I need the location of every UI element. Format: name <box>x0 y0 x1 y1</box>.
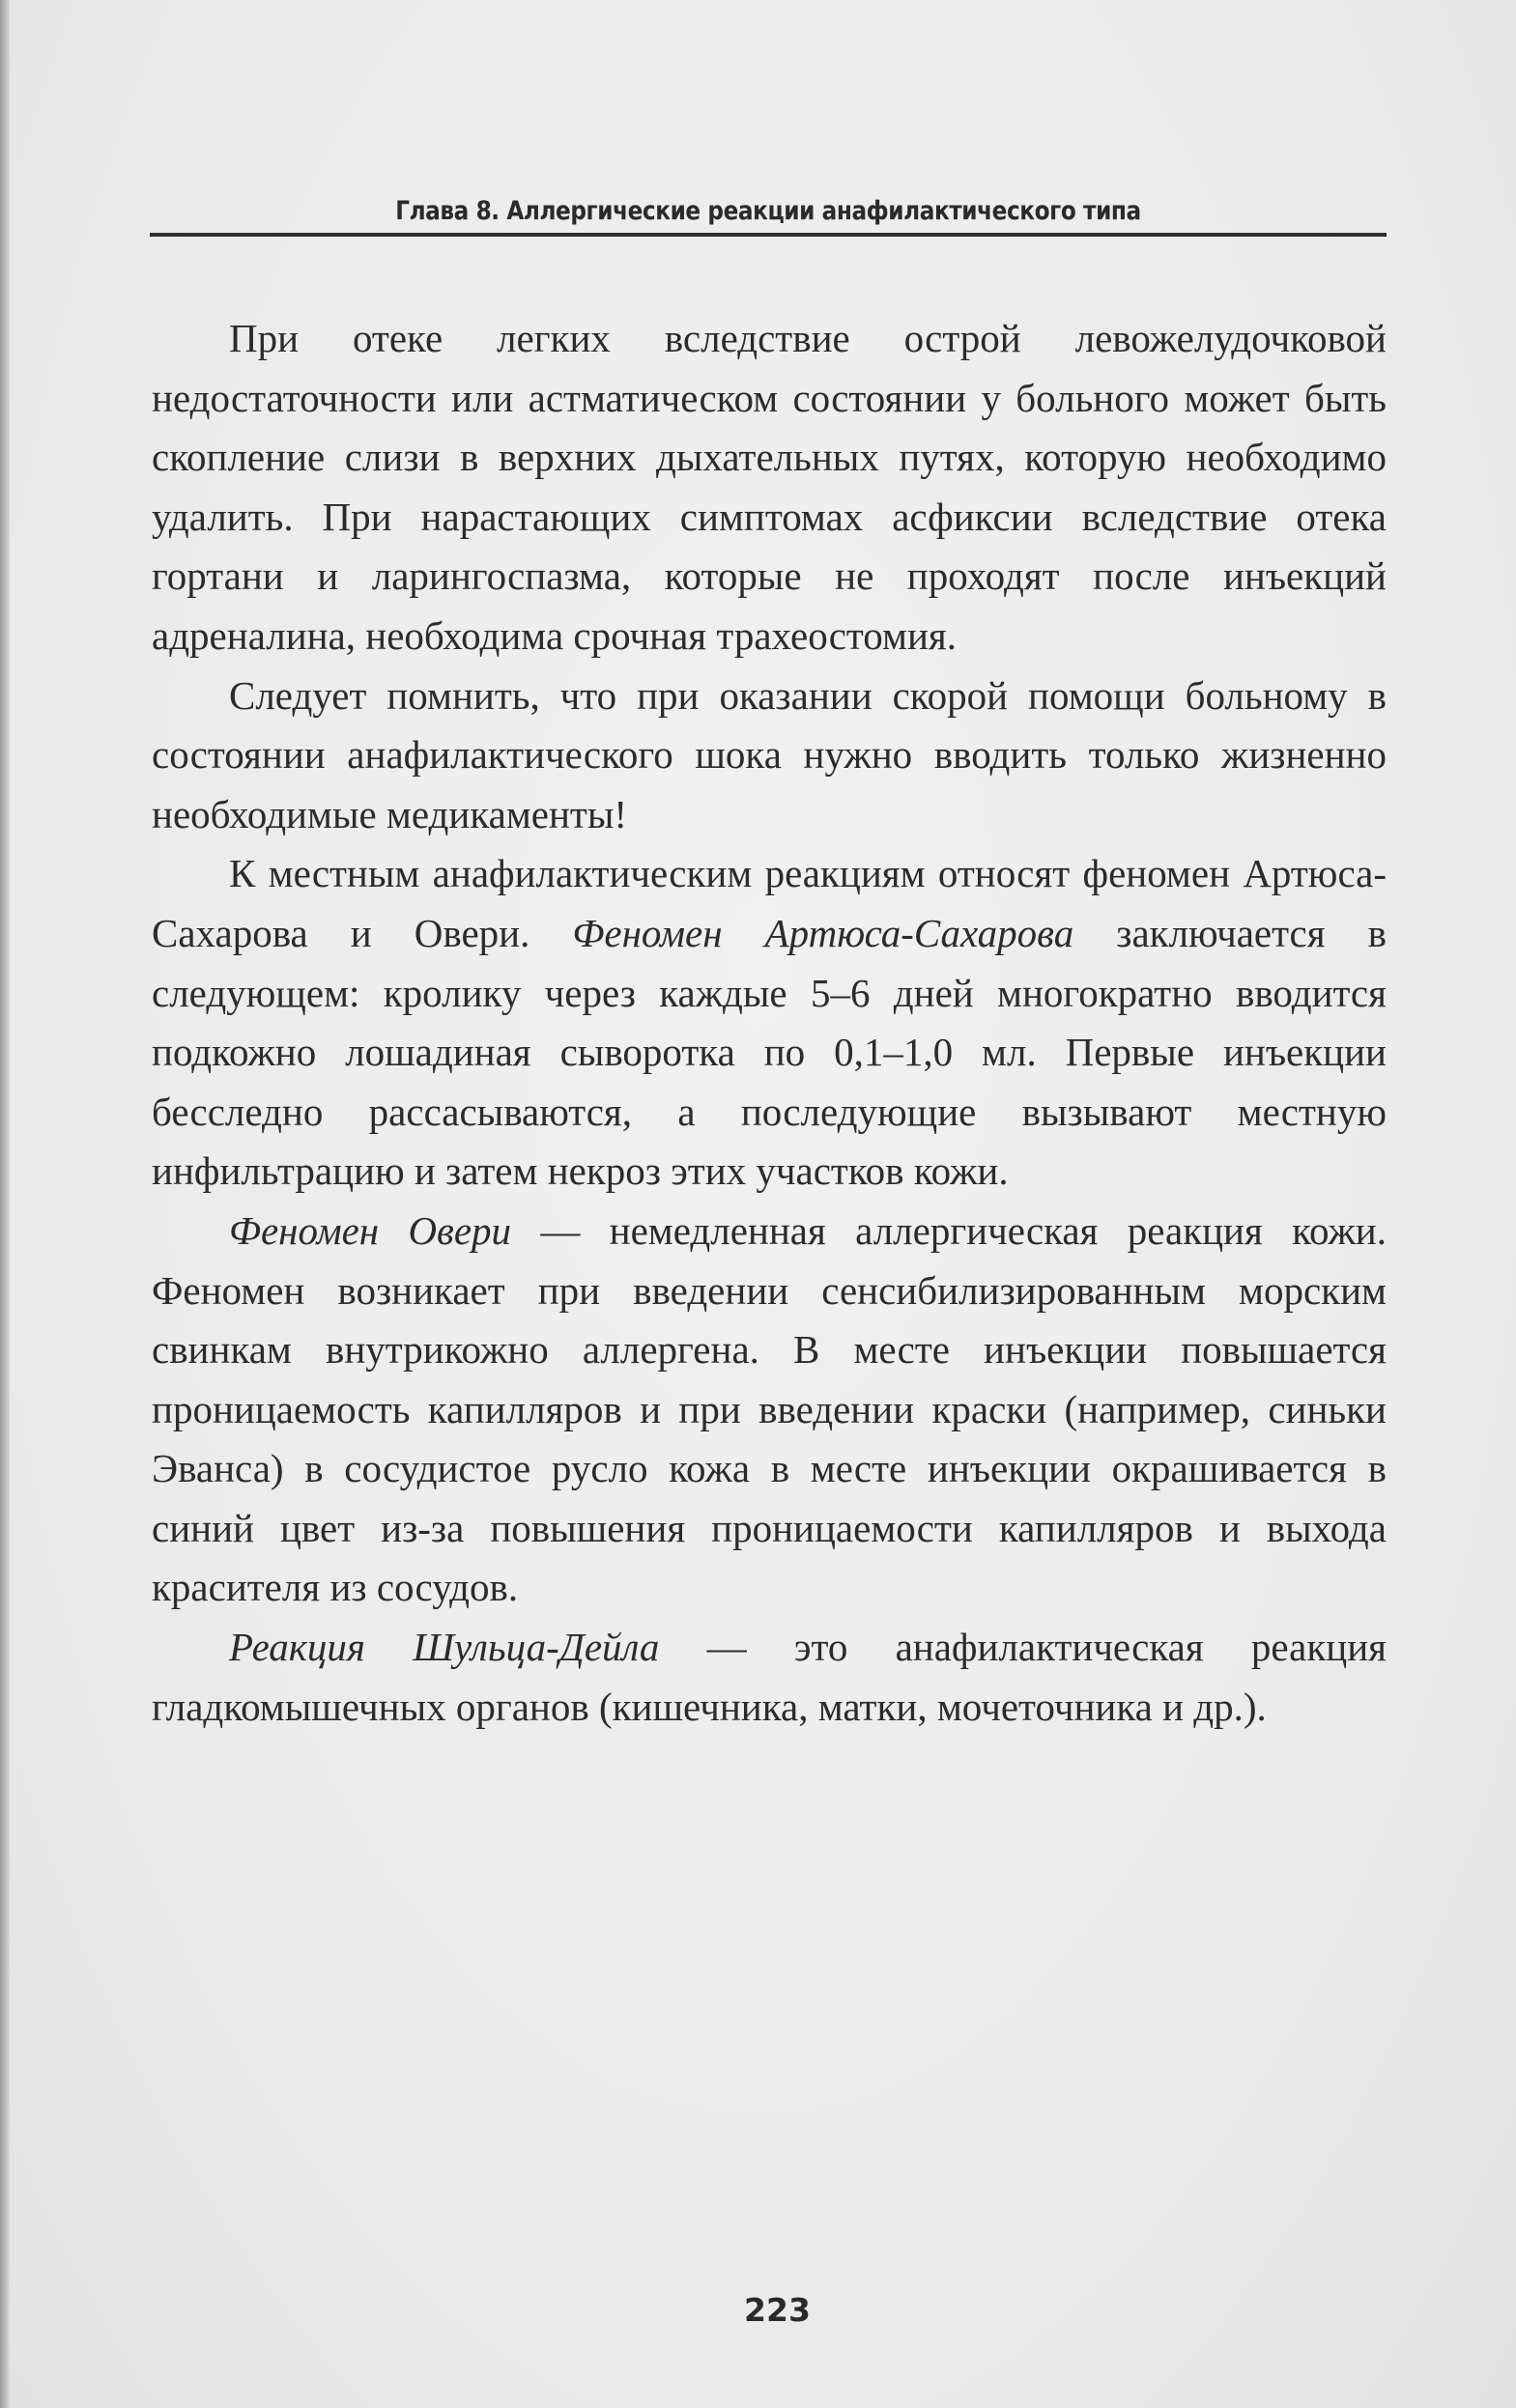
paragraph-text: — это анафилактическая реакция гладкомышечных органов (кишечника, матки, мочеточника и др.). <box>152 1625 1387 1729</box>
page-number: 223 <box>744 2291 811 2329</box>
paragraph <box>152 1618 1387 1737</box>
paragraph <box>152 1202 1387 1618</box>
term-ovary: Феномен Овери <box>229 1207 512 1253</box>
paragraph-text: Следует помнить, что при оказании скорой помощи больному в состоянии анафилактического шока нужно вводить только жизненно необходимые медикаменты! <box>152 672 1387 836</box>
running-head: Глава 8. Аллергические реакции анафилактического типа <box>395 196 1141 226</box>
paragraph-lead: К местным анафилактическим реакциям относят феномен Артюса-Сахарова и Овери. <box>152 851 1387 955</box>
paragraph <box>152 666 1387 845</box>
body-text <box>152 309 1387 1737</box>
paragraph-text: — немедленная аллергическая реакция кожи. Феномен возникает при введении сенсибилизированным морским свинкам внутрикожно аллергена. В месте инъекции повышается проницаемость капилляров и при введении краски (например, синьки Эванса) в сосудистое русло кожа в месте инъекции окрашивается в синий цвет из-за повышения проницаемости капилляров и выхода красителя из сосудов. <box>152 1207 1387 1610</box>
term-arthus-sakharov: Феномен Артюса-Сахарова <box>572 910 1074 955</box>
paragraph <box>152 844 1387 1202</box>
running-head-rule <box>150 233 1387 237</box>
paragraph <box>152 309 1387 666</box>
page-binding-edge <box>0 0 10 2408</box>
term-schultz-dale: Реакция Шульца-Дейла <box>229 1625 660 1670</box>
paragraph-text: заключается в следующем: кролику через каждые 5–6 дней многократно вводится подкожно лошадиная сыворотка по 0,1–1,0 мл. Первые инъекции бесследно рассасываются, а последующие вызывают местную инфильтрацию и затем некроз этих участков кожи. <box>152 910 1387 1194</box>
paragraph-text: При отеке легких вследствие острой левожелудочковой недостаточности или астматическом состоянии у больного может быть скопление слизи в верхних дыхательных путях, которую необходимо удалить. При нарастающих симптомах асфиксии вследствие отека гортани и ларингоспазма, которые не проходят после инъекций адреналина, необходима срочная трахеостомия. <box>152 316 1387 658</box>
